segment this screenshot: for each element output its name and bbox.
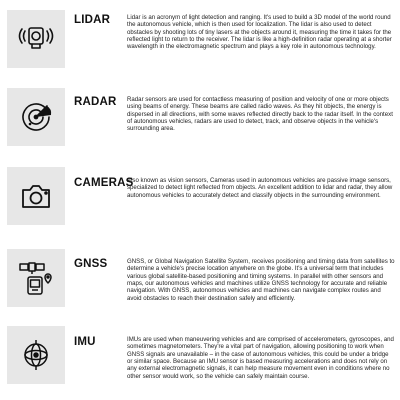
lidar-icon-box: [7, 10, 65, 68]
section-title: RADAR: [74, 96, 117, 108]
section-title: LIDAR: [74, 14, 111, 26]
section-title: IMU: [74, 336, 96, 348]
section-title: GNSS: [74, 258, 108, 270]
section-description: Radar sensors are used for contactless measuring of position and velocity of one or more objects using beams of energy. These beams are called radio waves. As they hit objects, the energy is dispersed in all directions, with some waves reflected directly back to the radar itself. In the context of autonomous vehicles, radars are used to detect, track, and observe objects in the vehicle's surrounding area.: [127, 96, 393, 133]
camera-icon-box: [7, 167, 65, 225]
satellite-gps-icon: [16, 258, 56, 298]
radar-icon-box: [7, 88, 65, 146]
section-description: GNSS, or Global Navigation Satellite System, receives positioning and timing data from satellites to determine a vehicle's precise location anywhere on the globe. It's a universal term that includes various global satellite-based positioning and timing systems. In parallel with other sensors and maps, our autonomous vehicles and machines utilize GNSS technology for accurate and reliable navigation. With GNSS, autonomous vehicles and machines can navigate complex routes and avoid obstacles to reach their destination safely and efficiently.: [127, 258, 395, 302]
radar-icon: [16, 97, 56, 137]
lidar-sensor-icon: [16, 19, 56, 59]
gnss-icon-box: [7, 249, 65, 307]
imu-icon-box: [7, 326, 65, 384]
section-description: Lidar is an acronym of light detection and ranging. It's used to build a 3D model of the world round the autonomous vehicle, which is then used for localization. The lidar is also used to detect obstacles by shooting lots of tiny lasers at the objects around it, measuring the time it takes for the reflected light to return to the receiver. The lidar is like a high-definition radar operating at a shorter wavelength in the electromagnetic spectrum and plays a key role in autonomous technology.: [127, 14, 392, 51]
camera-icon: [16, 176, 56, 216]
gyroscope-icon: [16, 335, 56, 375]
section-title: CAMERAS: [74, 177, 134, 189]
section-description: Also known as vision sensors, Cameras used in autonomous vehicles are passive image sensors, specialized to detect light reflected from objects. An excellent addition to lidar and radar, they allow autonomous vehicles to accurately detect and classify objects in the surrounding environment.: [127, 177, 393, 199]
section-description: IMUs are used when maneuvering vehicles and are comprised of accelerometers, gyroscopes, and sometimes magnetometers. They're a vital part of navigation, allowing positioning to work when GNSS signals are unavailable – in the case of autonomous vehicles, this could be under a bridge or similar space. Because an IMU sensor is based measuring accelerations and does not rely on any external electromagnetic signals, it can help measure movement even in conditions where no other sensor would work, so the vehicle can safely maintain course.: [127, 336, 394, 380]
